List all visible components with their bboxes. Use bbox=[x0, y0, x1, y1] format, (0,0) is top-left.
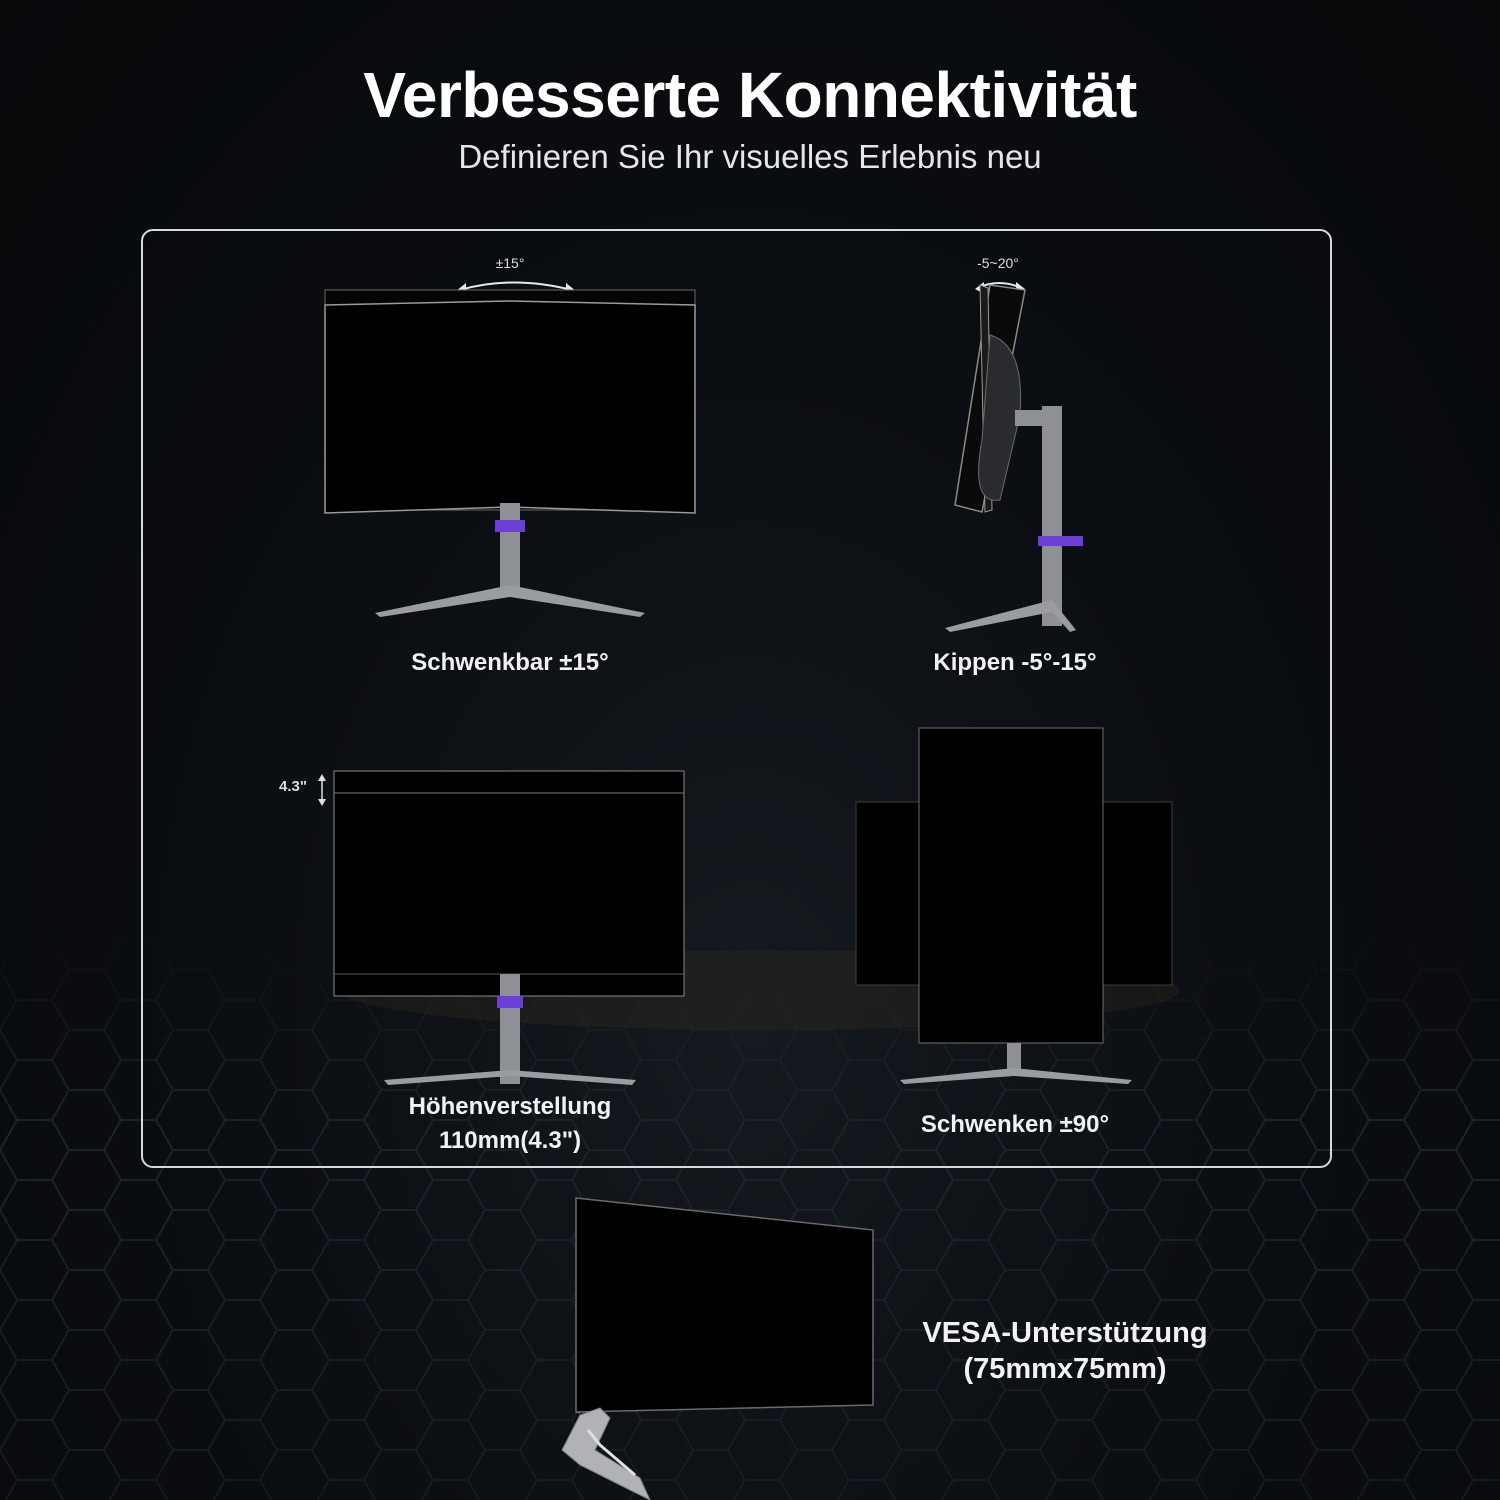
tilt-monitor-illustration bbox=[930, 270, 1110, 640]
page-title: Verbesserte Konnektivität bbox=[363, 59, 1137, 131]
swivel-label: Schwenkbar ±15° bbox=[411, 649, 609, 676]
height-offset-mark: 4.3" bbox=[279, 778, 307, 795]
tilt-angle-mark: -5~20° bbox=[977, 255, 1019, 271]
pivot-label: Schwenken ±90° bbox=[920, 1111, 1110, 1138]
vesa-label-line2: (75mmx75mm) bbox=[963, 1353, 1167, 1385]
page-subtitle: Definieren Sie Ihr visuelles Erlebnis neu bbox=[458, 138, 1042, 175]
pivot-monitor-illustration bbox=[850, 720, 1180, 1090]
swivel-angle-mark: ±15° bbox=[495, 255, 525, 271]
tilt-label: Kippen -5°-15° bbox=[933, 649, 1097, 676]
height-label-line2: 110mm(4.3") bbox=[438, 1127, 582, 1154]
vesa-label-line1: VESA-Unterstützung bbox=[922, 1317, 1208, 1349]
height-monitor-illustration bbox=[300, 760, 720, 1090]
swivel-monitor-illustration bbox=[300, 245, 720, 625]
vesa-monitor-illustration bbox=[540, 1190, 890, 1500]
height-label-line1: Höhenverstellung bbox=[408, 1093, 612, 1120]
